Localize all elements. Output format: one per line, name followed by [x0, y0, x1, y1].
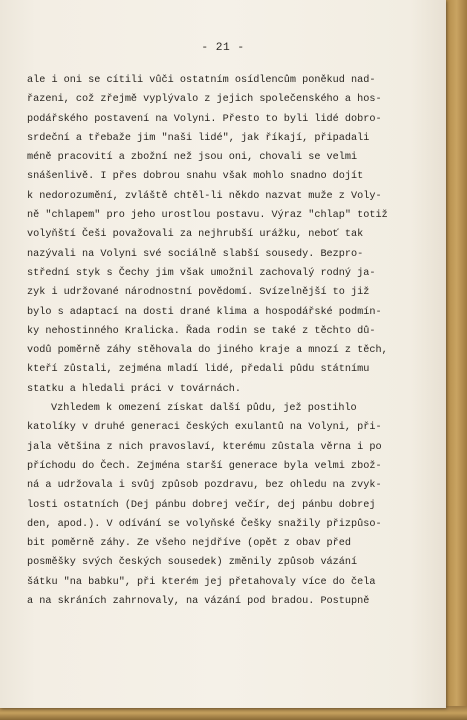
- text-line: losti ostatních (Dej pánbu dobrej večír, dej pánbu dobrej: [27, 499, 376, 511]
- text-line: střední styk s Čechy jim však umožnil zachovalý rodný ja-: [27, 267, 376, 279]
- text-line: příchodu do Čech. Zejména starší generace byla velmi zbož-: [27, 460, 382, 472]
- text-line: den, apod.). V odívání se volyňské Češky snažily přizpůso-: [27, 518, 382, 530]
- text-line: šátku "na babku", při kterém jej přetahovaly více do čela: [27, 576, 376, 588]
- page-number: - 21 -: [201, 42, 245, 54]
- text-line: bylo s adaptací na dosti drané klima a hospodářské podmín-: [27, 306, 382, 318]
- text-line: vodů poměrně záhy stěhovala do jiného kraje a mnozí z těch,: [27, 345, 388, 357]
- text-line: jala většina z nich pravoslaví, kterému zůstala věrna i po: [27, 441, 382, 453]
- text-line: zyk i udržované národnostní povědomí. Svízelnější to již: [27, 287, 370, 299]
- text-line: ky nehostinného Kralicka. Řada rodin se také z těchto dů-: [27, 325, 376, 337]
- text-line: a na skráních zahrnovaly, na vázání pod bradou. Postupně: [27, 596, 370, 608]
- text-line: ně "chlapem" pro jeho urostlou postavu. Výraz "chlap" totiž: [27, 210, 388, 222]
- text-line: kteří zůstali, zejména mladí lidé, předali půdu státnímu: [27, 364, 370, 376]
- text-line: statku a hledali práci v továrnách.: [27, 383, 241, 395]
- book-edge-bottom: [0, 706, 467, 720]
- text-line: ná a udržovala i svůj způsob pozdravu, bez ohledu na zvyk-: [27, 480, 382, 492]
- text-line: řazeni, což zřejmě vyplývalo z jejich společenského a hos-: [27, 94, 382, 106]
- text-line: méně pracovití a zbožní než jsou oni, chovali se velmi: [27, 152, 358, 164]
- body-text: [27, 71, 407, 611]
- text-line: k nedorozumění, zvláště chtěl-li někdo nazvat muže z Voly-: [27, 190, 382, 202]
- text-line: podářského postavení na Volyni. Přesto to byli lidé dobro-: [27, 113, 382, 125]
- text-line: nazývali na Volyni své sociálně slabší sousedy. Bezpro-: [27, 248, 364, 260]
- text-line: katolíky v druhé generaci českých exulantů na Volyni, při-: [27, 422, 382, 434]
- text-line: posměšky svých českých sousedek) změnily způsob vázání: [27, 557, 358, 569]
- text-line: volyňští Češi považovali za nejhrubší urážku, neboť tak: [27, 229, 364, 241]
- text-line: snášenlivě. I přes dobrou snahu však mohlo snadno dojít: [27, 171, 364, 183]
- text-line: ale i oni se cítili vůči ostatním osídlencům poněkud nad-: [27, 75, 376, 86]
- text-line: bit poměrně záhy. Ze všeho nejdříve (opět z obav před: [27, 538, 352, 550]
- text-line: srdeční a třebaže jim "naši lidé", jak říkají, připadali: [27, 132, 370, 144]
- text-line: Vzhledem k omezení získat další půdu, jež postihlo: [51, 403, 357, 415]
